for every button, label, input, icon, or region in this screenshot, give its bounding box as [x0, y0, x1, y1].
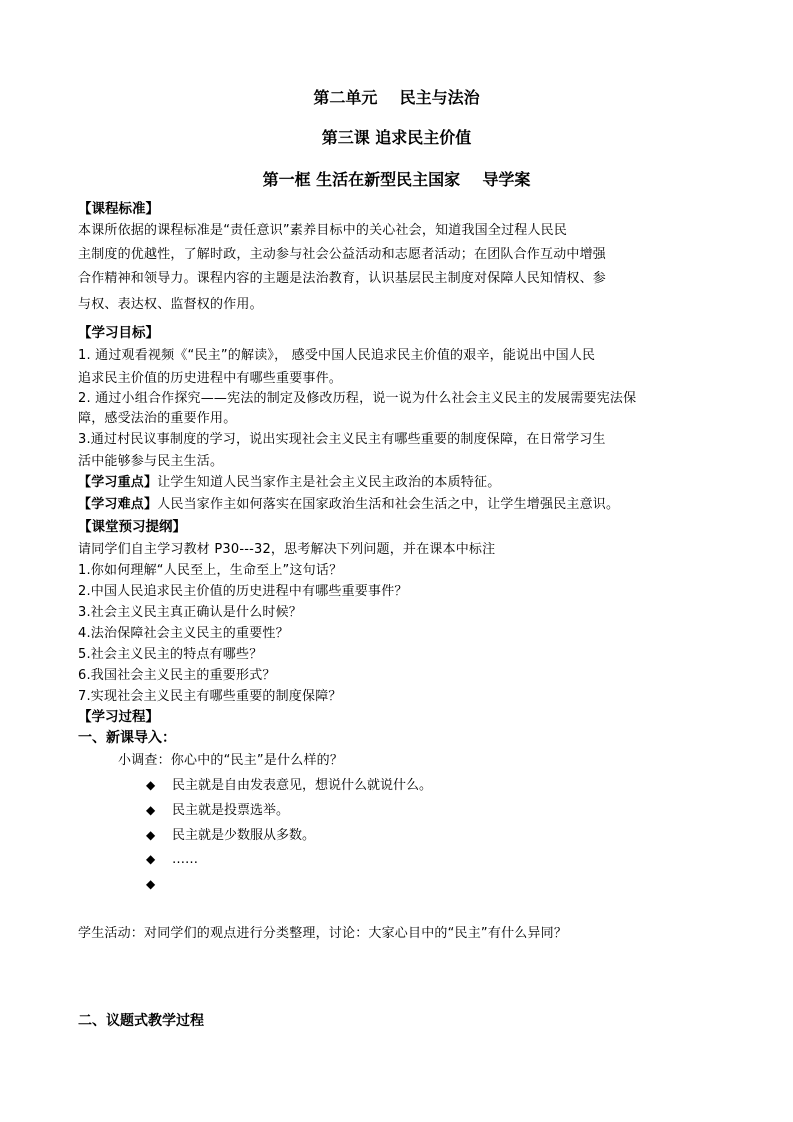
part1-title: 一、新课导入：	[78, 730, 176, 746]
preview-intro: 请同学们自主学习教材 P30---32，思考解决下列问题，并在课本中标注	[78, 542, 496, 557]
objective-line: 活中能够参与民主生活。	[78, 454, 224, 469]
diamond-bullet-icon: ◆	[146, 803, 156, 817]
objective-line: 3.通过村民议事制度的学习，说出实现社会主义民主有哪些重要的制度保障，在日常学习生	[78, 432, 606, 447]
difficulty-row	[78, 496, 619, 514]
bullet-text: 民主就是少数服从多数。	[172, 828, 316, 843]
diamond-bullet-icon: ◆	[146, 828, 156, 842]
unit-title: 第二单元 民主与法治	[313, 88, 480, 107]
section-title: 第一框 生活在新型民主国家 导学案	[262, 170, 531, 189]
preview-question: 7.实现社会主义民主有哪些重要的制度保障？	[78, 689, 342, 704]
curriculum-heading: 【课程标准】	[78, 201, 159, 217]
curriculum-line: 本课所依据的课程标准是“责任意识”素养目标中的关心社会，知道我国全过程人民民	[78, 223, 568, 238]
bullet-item	[146, 801, 289, 820]
bullet-item	[146, 776, 432, 795]
survey-question: 小调查：你心中的“民主”是什么样的？	[118, 753, 344, 768]
part2-title: 二、议题式教学过程	[78, 1013, 204, 1029]
preview-question: 2.中国人民追求民主价值的历史进程中有哪些重要事件？	[78, 584, 408, 599]
curriculum-line: 主制度的优越性，了解时政，主动参与社会公益活动和志愿者活动；在团队合作互动中增强	[78, 247, 607, 262]
bullet-item	[146, 850, 198, 869]
curriculum-line: 与权、表达权、监督权的作用。	[78, 297, 263, 312]
objective-line: 1. 通过观看视频《“民主”的解读》， 感受中国人民追求民主价值的艰辛，能说出中国人民	[78, 348, 596, 363]
key-point-row	[78, 474, 500, 492]
objectives-heading: 【学习目标】	[78, 325, 159, 341]
diamond-bullet-icon: ◆	[146, 778, 156, 792]
bullet-item	[146, 826, 315, 845]
lesson-title: 第三课 追求民主价值	[321, 128, 472, 147]
preview-question: 1.你如何理解“人民至上，生命至上”这句话？	[78, 563, 343, 578]
objective-line: 2. 通过小组合作探究——宪法的制定及修改历程，说一说为什么社会主义民主的发展需要宪法保	[78, 391, 637, 406]
objective-line: 追求民主价值的历史进程中有哪些重要事件。	[78, 371, 343, 386]
preview-question: 4.法治保障社会主义民主的重要性？	[78, 626, 289, 641]
preview-heading: 【课堂预习提纲】	[78, 519, 186, 535]
bullet-text: 民主就是投票选举。	[172, 803, 290, 818]
objective-line: 障，感受法治的重要作用。	[78, 411, 237, 426]
key-point-label: 【学习重点】	[78, 475, 158, 490]
bullet-text: ……	[172, 852, 198, 867]
preview-question: 3.社会主义民主真正确认是什么时候？	[78, 605, 303, 620]
student-activity: 学生活动：对同学们的观点进行分类整理，讨论：大家心目中的“民主”有什么异同？	[78, 926, 568, 941]
diamond-bullet-icon: ◆	[146, 852, 156, 866]
diamond-bullet-icon: ◆	[146, 877, 156, 891]
difficulty-label: 【学习难点】	[78, 497, 158, 512]
curriculum-line: 合作精神和领导力。课程内容的主题是法治教育，认识基层民主制度对保障人民知情权、参	[78, 271, 607, 286]
key-point-text: 让学生知道人民当家作主是社会主义民主政治的本质特征。	[157, 475, 501, 490]
difficulty-text: 人民当家作主如何落实在国家政治生活和社会生活之中，让学生增强民主意识。	[157, 497, 620, 512]
preview-question: 6.我国社会主义民主的重要形式？	[78, 668, 276, 683]
bullet-item	[146, 875, 172, 894]
bullet-text: 民主就是自由发表意见，想说什么就说什么。	[172, 778, 433, 793]
preview-question: 5.社会主义民主的特点有哪些？	[78, 647, 263, 662]
process-heading: 【学习过程】	[78, 709, 159, 725]
